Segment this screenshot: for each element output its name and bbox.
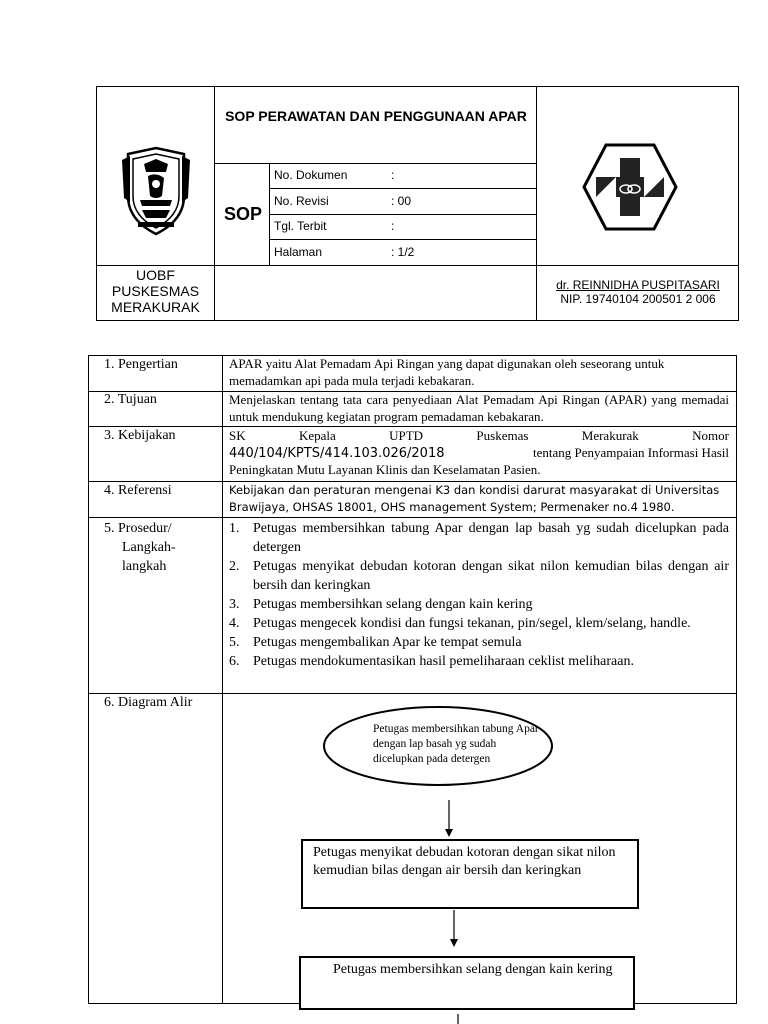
issue-date-value: : — [391, 219, 395, 233]
section-label-tujuan: 2. Tujuan — [104, 392, 157, 407]
flow-node-3-text: Petugas membersihkan selang dengan kain kering — [333, 962, 613, 977]
decree-number: 440/104/KPTS/414.103.026/2018 — [229, 446, 445, 461]
flow-node-2-text: Petugas menyikat debudan kotoran dengan sikat nilon kemudian bilas dengan air bersih dan keringkan — [313, 845, 616, 878]
kebijakan-word: SK — [229, 428, 246, 443]
step-text: Petugas membersihkan selang dengan kain kering — [253, 597, 533, 612]
step-text: Petugas mengecek kondisi dan fungsi tekanan, pin/segel, klem/selang, handle. — [253, 616, 691, 631]
kebijakan-text: tentang Penyampaian Informasi Hasil — [532, 445, 729, 460]
step-number: 2. — [229, 559, 240, 574]
step-number: 6. — [229, 654, 240, 669]
step-text: Petugas menyikat debudan kotoran dengan sikat nilon kemudian bilas dengan air bersih dan keringkan — [253, 559, 729, 593]
section-label-kebijakan: 3. Kebijakan — [104, 428, 176, 443]
org-line: UOBF — [136, 267, 175, 283]
label-line: 5. Prosedur/ — [104, 521, 172, 536]
section-label-referensi: 4. Referensi — [104, 483, 172, 498]
page-label: Halaman — [274, 245, 323, 259]
kebijakan-text: Peningkatan Mutu Layanan Klinis dan Keselamatan Pasien. — [229, 462, 541, 477]
sop-label: SOP — [223, 204, 262, 224]
doc-number-label: No. Dokumen — [274, 168, 348, 182]
step-text: Petugas mengembalikan Apar ke tempat semula — [253, 635, 522, 650]
section-text-referensi: Kebijakan dan peraturan mengenai K3 dan kondisi darurat masyarakat di Universitas Brawijaya, OHSAS 18001, OHS management System; Permenaker no.4 1980. — [229, 483, 720, 514]
flow-arrowhead — [445, 829, 453, 837]
org-line: MERAKURAK — [111, 299, 200, 315]
page-value: : 1/2 — [391, 245, 415, 259]
kebijakan-word: Puskemas — [476, 428, 529, 443]
step-number: 3. — [229, 597, 240, 612]
flow-arrowhead — [450, 939, 458, 947]
kebijakan-word: Nomor — [692, 428, 729, 443]
section-text-pengertian: APAR yaitu Alat Pemadam Api Ringan yang dapat digunakan oleh seseorang untuk memadamkan api pada mula terjadi kebakaran. — [229, 356, 665, 388]
kebijakan-word: Kepala — [298, 428, 336, 443]
signer-name: dr. REINNIDHA PUSPITASARI — [556, 278, 720, 292]
issue-date-label: Tgl. Terbit — [274, 219, 327, 233]
label-line: langkah — [122, 559, 167, 574]
document-title: SOP PERAWATAN DAN PENGGUNAAN APAR — [225, 108, 527, 124]
step-number: 1. — [229, 521, 240, 536]
label-line: Langkah- — [122, 540, 176, 555]
flow-node-1-text: Petugas membersihkan tabung Apar dengan lap basah yg sudah dicelupkan pada detergen — [373, 723, 539, 765]
step-number: 5. — [229, 635, 240, 650]
section-text-tujuan: Menjelaskan tentang tata cara penyediaan Alat Pemadam Api Ringan (APAR) yang memadai untuk mendukung kegiatan program pemadaman kebakaran. — [229, 392, 729, 424]
kebijakan-word: UPTD — [389, 428, 424, 443]
step-number: 4. — [229, 616, 240, 631]
org-line: PUSKESMAS — [111, 283, 200, 299]
revision-label: No. Revisi — [274, 194, 329, 208]
section-label-pengertian: 1. Pengertian — [104, 357, 178, 372]
doc-number-value: : — [391, 168, 395, 182]
section-label-diagram: 6. Diagram Alir — [104, 695, 193, 710]
step-text: Petugas membersihkan tabung Apar dengan lap basah yg sudah dicelupkan pada detergen — [253, 521, 729, 555]
step-text: Petugas mendokumentasikan hasil pemeliharaan ceklist meliharaan. — [253, 654, 634, 669]
revision-value: : 00 — [391, 194, 412, 208]
signer-nip: NIP. 19740104 200501 2 006 — [560, 292, 716, 306]
kebijakan-word: Merakurak — [581, 428, 639, 443]
